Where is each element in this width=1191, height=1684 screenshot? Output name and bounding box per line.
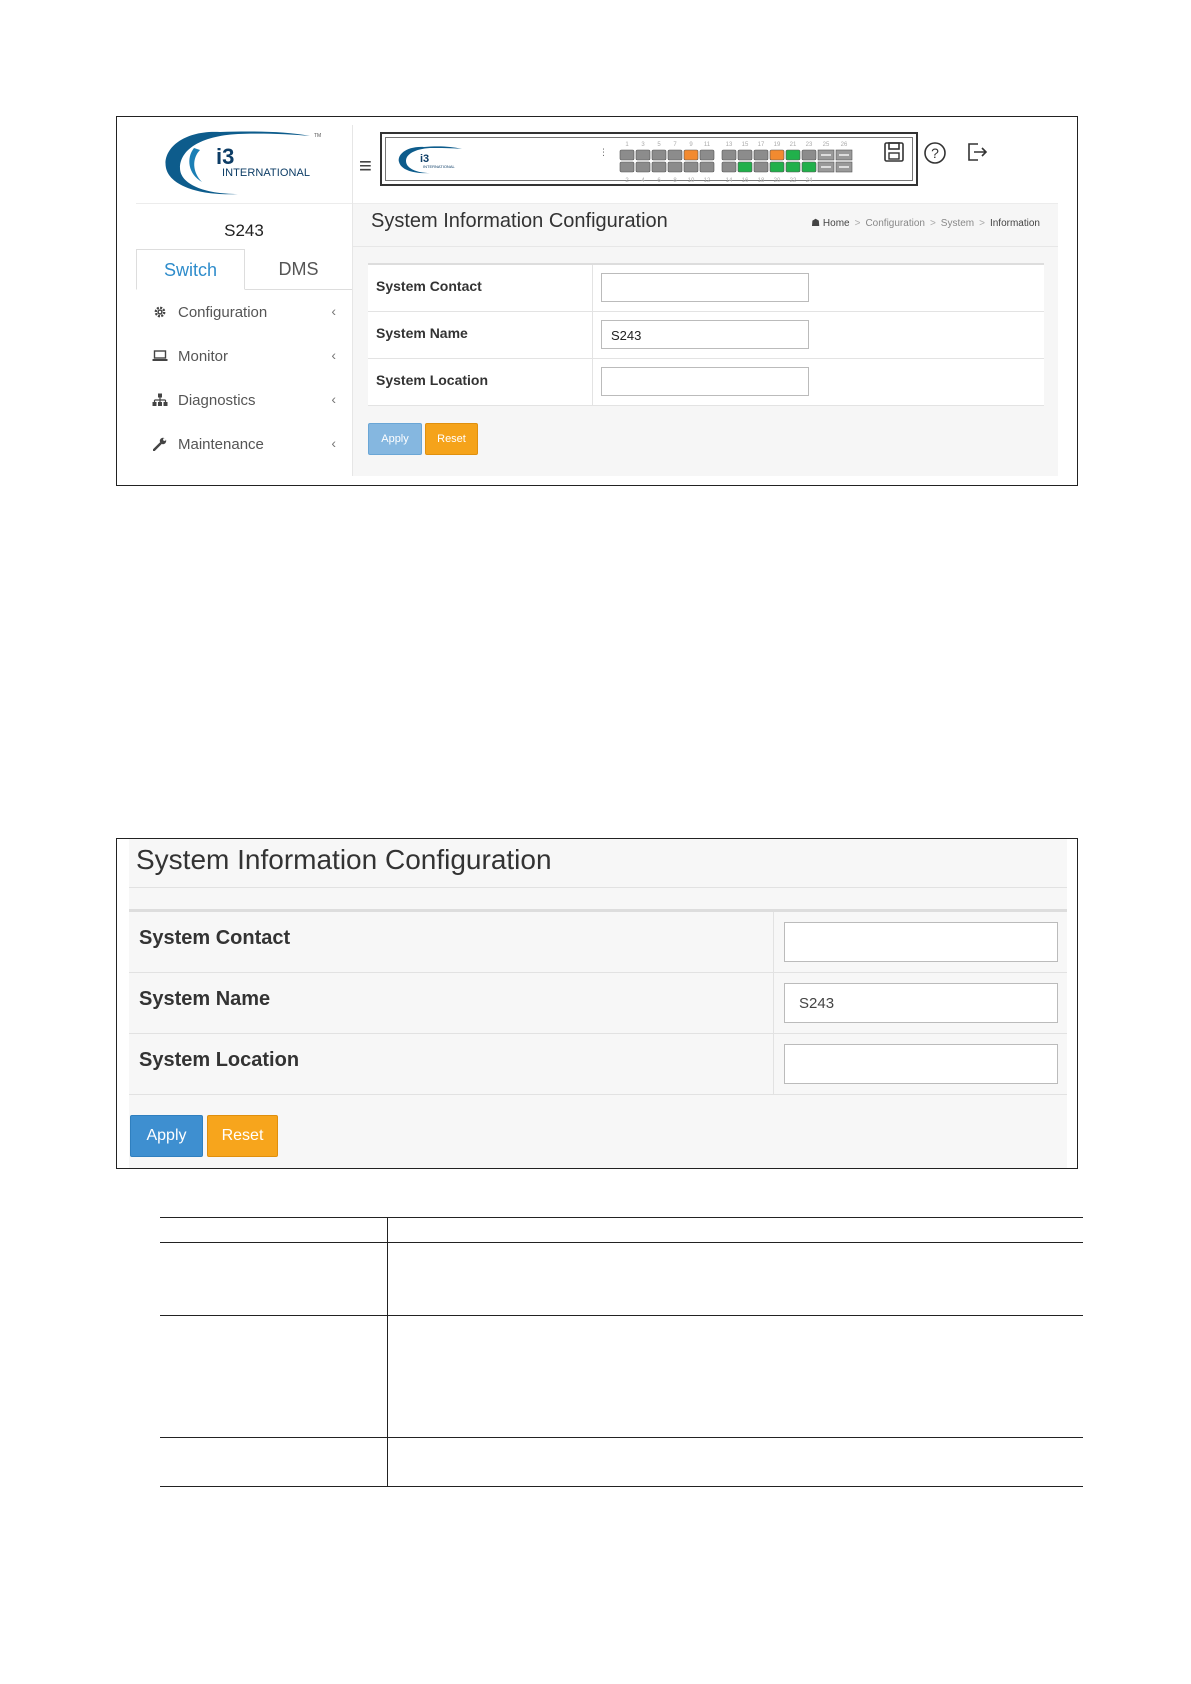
sidebar-item-label: Maintenance <box>178 435 264 453</box>
form-row-system-location <box>129 1034 1067 1095</box>
system-location-input[interactable] <box>601 367 809 396</box>
sidebar-item-maintenance[interactable] <box>136 422 352 466</box>
table-rule-bottom <box>160 1486 1083 1487</box>
port-3[interactable] <box>636 150 650 160</box>
port-number-label: 26 <box>840 142 848 148</box>
sidebar-logo-area <box>136 125 352 204</box>
port-number-label: 9 <box>689 142 693 148</box>
sidebar-item-label: Configuration <box>178 303 268 321</box>
port-20[interactable] <box>770 162 784 172</box>
table-rule-header <box>160 1242 1083 1243</box>
sidebar-item-label: Diagnostics <box>178 391 256 409</box>
system-name-input[interactable]: S243 <box>601 320 809 349</box>
port-number-label: 18 <box>757 178 765 184</box>
ui-screenshot-full <box>116 116 1078 486</box>
port-number-label: 5 <box>657 142 661 148</box>
port-7[interactable] <box>668 150 682 160</box>
breadcrumb-home[interactable]: Home <box>822 218 850 229</box>
svg-text:INTERNATIONAL: INTERNATIONAL <box>423 164 455 169</box>
page-title: System Information Configuration <box>136 844 552 875</box>
apply-button[interactable]: Apply <box>368 423 422 455</box>
svg-text:TM: TM <box>314 133 322 139</box>
port-1[interactable] <box>620 150 634 160</box>
system-contact-label: System Contact <box>368 265 593 311</box>
hamburger-menu-icon[interactable]: ≡ <box>359 153 372 178</box>
sfp-slot-mark <box>821 166 831 168</box>
content-area <box>129 839 1067 1169</box>
port-number-label: 17 <box>757 142 765 148</box>
table-column-divider <box>387 1217 388 1487</box>
port-6[interactable] <box>652 162 666 172</box>
reset-button[interactable]: Reset <box>207 1115 278 1157</box>
form-row-system-contact <box>129 912 1067 973</box>
svg-text:i3: i3 <box>420 153 430 165</box>
chevron-left-icon: ‹ <box>331 303 336 319</box>
port-18[interactable] <box>754 162 768 172</box>
save-icon[interactable] <box>883 141 905 169</box>
port-2[interactable] <box>620 162 634 172</box>
port-dots-icon: ⋮ <box>599 147 608 157</box>
breadcrumb-system[interactable]: System <box>940 218 975 229</box>
gear-icon <box>150 305 170 319</box>
breadcrumb-information: Information <box>989 218 1040 229</box>
sidebar-item-configuration[interactable] <box>136 290 352 334</box>
port-number-label: 25 <box>822 142 830 148</box>
port-number-label: 19 <box>773 142 781 148</box>
port-number-label: 13 <box>725 142 733 148</box>
web-management-app <box>136 125 1058 476</box>
form-row-system-contact <box>368 265 1044 312</box>
port-23[interactable] <box>802 150 816 160</box>
port-16[interactable] <box>738 162 752 172</box>
tab-dms[interactable]: DMS <box>278 259 319 279</box>
table-rule-top <box>160 1217 1083 1218</box>
port-14[interactable] <box>722 162 736 172</box>
port-9[interactable] <box>684 150 698 160</box>
system-name-label: System Name <box>129 973 774 1033</box>
port-number-label: 3 <box>641 142 645 148</box>
svg-text:?: ? <box>931 145 939 161</box>
chevron-left-icon: ‹ <box>331 435 336 451</box>
system-location-input[interactable] <box>784 1044 1058 1084</box>
table-rule-row <box>160 1437 1083 1438</box>
form-row-system-location <box>368 359 1044 406</box>
form-row-system-name <box>368 312 1044 359</box>
system-location-label: System Location <box>368 359 593 405</box>
port-number-label: 8 <box>673 178 677 184</box>
sfp-slot-mark <box>821 154 831 156</box>
port-19[interactable] <box>770 150 784 160</box>
port-10[interactable] <box>684 162 698 172</box>
wrench-icon <box>150 437 170 451</box>
reset-button[interactable]: Reset <box>425 423 478 455</box>
chevron-left-icon: ‹ <box>331 391 336 407</box>
apply-button[interactable]: Apply <box>130 1115 203 1157</box>
logout-icon[interactable] <box>966 141 988 169</box>
port-number-label: 1 <box>625 142 629 148</box>
device-name: S243 <box>224 221 264 240</box>
top-bar <box>353 125 1058 204</box>
breadcrumb-configuration[interactable]: Configuration <box>865 218 925 229</box>
port-4[interactable] <box>636 162 650 172</box>
port-number-label: 10 <box>687 178 695 184</box>
laptop-icon <box>150 350 170 362</box>
sitemap-icon <box>150 393 170 407</box>
port-number-label: 20 <box>773 178 781 184</box>
port-24[interactable] <box>802 162 816 172</box>
port-number-label: 7 <box>673 142 677 148</box>
form-row-system-name <box>129 973 1067 1034</box>
table-rule-row <box>160 1315 1083 1316</box>
port-number-label: 2 <box>625 178 629 184</box>
sfp-slot-mark <box>839 154 849 156</box>
system-name-label: System Name <box>368 312 593 358</box>
port-number-label: 22 <box>789 178 797 184</box>
port-number-label: 23 <box>805 142 813 148</box>
home-icon: ☗ <box>811 218 821 229</box>
chevron-left-icon: ‹ <box>331 347 336 363</box>
port-number-label: 14 <box>725 178 733 184</box>
page-title: System Information Configuration <box>371 210 668 232</box>
divider <box>129 887 1067 888</box>
sidebar-item-diagnostics[interactable] <box>136 378 352 422</box>
sidebar-tabs <box>136 249 352 290</box>
port-17[interactable] <box>754 150 768 160</box>
port-number-label: 4 <box>641 178 645 184</box>
svg-text:i3: i3 <box>216 144 235 169</box>
port-13[interactable] <box>722 150 736 160</box>
port-number-label: 16 <box>741 178 749 184</box>
port-15[interactable] <box>738 150 752 160</box>
port-number-label: 6 <box>657 178 661 184</box>
port-21[interactable] <box>786 150 800 160</box>
port-number-label: 12 <box>703 178 711 184</box>
switch-ports <box>618 138 888 186</box>
port-8[interactable] <box>668 162 682 172</box>
sfp-slot-mark <box>839 166 849 168</box>
port-number-label: 15 <box>741 142 749 148</box>
port-5[interactable] <box>652 150 666 160</box>
port-number-label: 21 <box>789 142 797 148</box>
system-contact-label: System Contact <box>129 912 774 972</box>
i3-panel-logo <box>396 144 466 176</box>
system-name-input[interactable]: S243 <box>784 983 1058 1023</box>
system-contact-input[interactable] <box>601 273 809 302</box>
i3-logo <box>160 128 330 200</box>
ui-screenshot-zoomed <box>116 838 1078 1169</box>
port-number-label: 11 <box>703 142 711 148</box>
description-table <box>160 1217 1083 1488</box>
divider <box>353 246 1058 247</box>
port-22[interactable] <box>786 162 800 172</box>
switch-front-panel <box>380 132 918 186</box>
breadcrumb: ☗ Home > Configuration > System > Information <box>811 218 1040 229</box>
system-location-label: System Location <box>129 1034 774 1094</box>
port-11[interactable] <box>700 150 714 160</box>
system-info-form <box>129 909 1067 1095</box>
tab-switch[interactable]: Switch <box>136 249 245 290</box>
port-number-label: 24 <box>805 178 813 184</box>
system-info-form <box>368 263 1044 406</box>
port-12[interactable] <box>700 162 714 172</box>
front-panel-frame <box>385 137 913 184</box>
sidebar-item-monitor[interactable] <box>136 334 352 378</box>
sidebar-item-label: Monitor <box>178 347 229 365</box>
help-icon[interactable] <box>923 141 947 171</box>
svg-text:INTERNATIONAL: INTERNATIONAL <box>222 167 310 179</box>
system-contact-input[interactable] <box>784 922 1058 962</box>
sidebar <box>136 125 353 476</box>
